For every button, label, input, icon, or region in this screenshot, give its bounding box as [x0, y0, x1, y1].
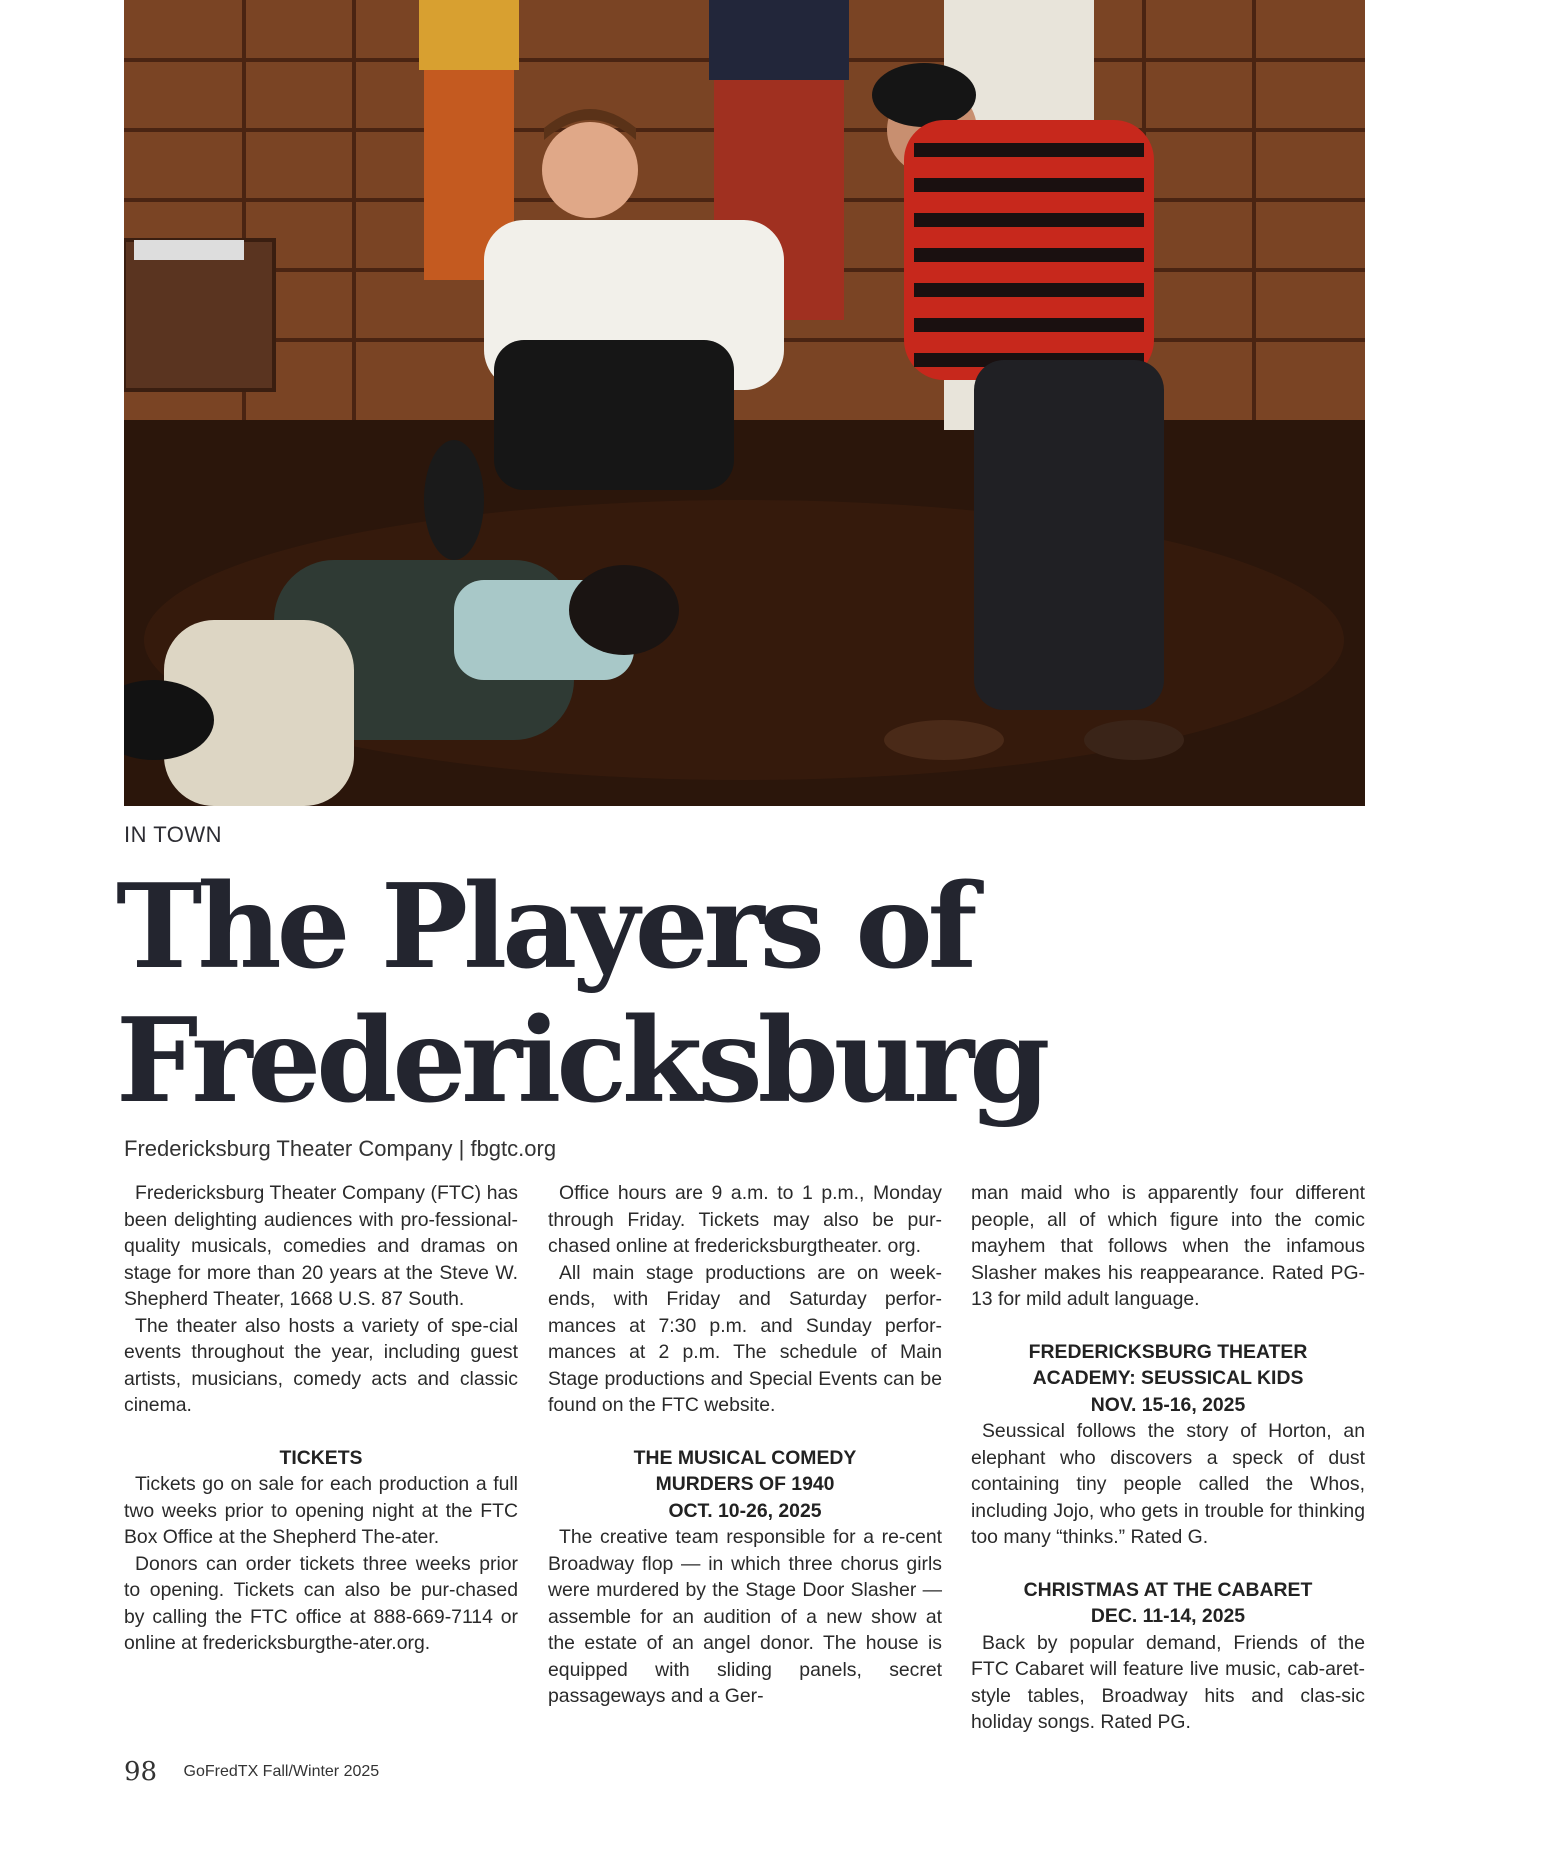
heading-line: DEC. 11-14, 2025	[1090, 1605, 1246, 1627]
heading-line: CHRISTMAS AT THE CABARET	[1023, 1578, 1313, 1601]
section-heading-tickets: TICKETS	[279, 1446, 363, 1469]
paragraph: man maid who is apparently four different people, all of which figure into the comic mayhem that follows when the infamous Slasher makes his reappearance. Rated PG-13 for mild adult language.	[971, 1182, 1365, 1310]
heading-line: MURDERS OF 1940	[655, 1473, 835, 1495]
byline: Fredericksburg Theater Company | fbgtc.org	[124, 1136, 557, 1161]
stage-photo	[124, 0, 1365, 806]
show-heading-christmas-cabaret	[971, 1577, 1365, 1630]
paragraph: Fredericksburg Theater Company (FTC) has been delighting audiences with pro-fessional-quality musicals, comedies and dramas on stage for more than 20 years at the Steve W. Shepherd Theater, 1668 U.S. 87 South.	[124, 1182, 518, 1310]
paragraph: Office hours are 9 a.m. to 1 p.m., Monday through Friday. Tickets may also be pur-chased online at fredericksburgtheater. org.	[548, 1182, 942, 1257]
paragraph: All main stage productions are on week-ends, with Friday and Saturday perfor-mances at 7:30 p.m. and Sunday perfor-mances at 2 p.m. The schedule of Main Stage productions and Special Events can be found on the FTC website.	[548, 1261, 942, 1416]
show-heading-seussical-kids	[971, 1339, 1365, 1419]
magazine-issue: GoFredTX Fall/Winter 2025	[183, 1763, 380, 1780]
article-column-3	[971, 1180, 1365, 1736]
stage-photo-illustration	[124, 0, 1365, 806]
heading-line: FREDERICKSBURG THEATER	[1028, 1340, 1308, 1363]
heading-line: ACADEMY: SEUSSICAL KIDS	[1032, 1367, 1304, 1389]
show-heading-murders-of-1940	[548, 1445, 942, 1525]
paragraph: Tickets go on sale for each production a full two weeks prior to opening night at the FTC Box Office at the Shepherd The-ater.	[124, 1473, 518, 1548]
heading-line: NOV. 15-16, 2025	[1090, 1393, 1246, 1416]
section-kicker: IN TOWN	[124, 822, 223, 847]
paragraph: Donors can order tickets three weeks prior to opening. Tickets can also be pur-chased by calling the FTC office at 888-669-7114 or online at fredericksburgthe-ater.org.	[124, 1552, 518, 1654]
paragraph: The creative team responsible for a re-cent Broadway flop — in which three chorus girls were murdered by the Stage Door Slasher — assemble for an audition of a new show at the estate of an angel donor. The house is equipped with sliding panels, secret passageways and a Ger-	[548, 1526, 942, 1707]
title-line-2: Fredericksburg	[116, 993, 1046, 1129]
page-footer	[124, 1757, 379, 1787]
title-line-1: The Players of	[116, 859, 973, 995]
article-column-1	[124, 1180, 518, 1657]
paragraph: The theater also hosts a variety of spe-cial events throughout the year, including guest artists, musicians, comedy acts and classic cinema.	[124, 1314, 518, 1416]
article-column-2	[548, 1180, 942, 1710]
paragraph: Back by popular demand, Friends of the FTC Cabaret will feature live music, cab-aret-style tables, Broadway hits and clas-sic holiday songs. Rated PG.	[971, 1631, 1365, 1733]
page-title	[116, 860, 1045, 1128]
page-number: 98	[124, 1757, 158, 1787]
heading-line: OCT. 10-26, 2025	[668, 1499, 822, 1522]
heading-line: THE MUSICAL COMEDY	[633, 1446, 857, 1469]
paragraph: Seussical follows the story of Horton, an elephant who discovers a speck of dust containing tiny people called the Whos, including Jojo, who gets in trouble for thinking too many “thinks.” Rated G.	[971, 1420, 1365, 1548]
